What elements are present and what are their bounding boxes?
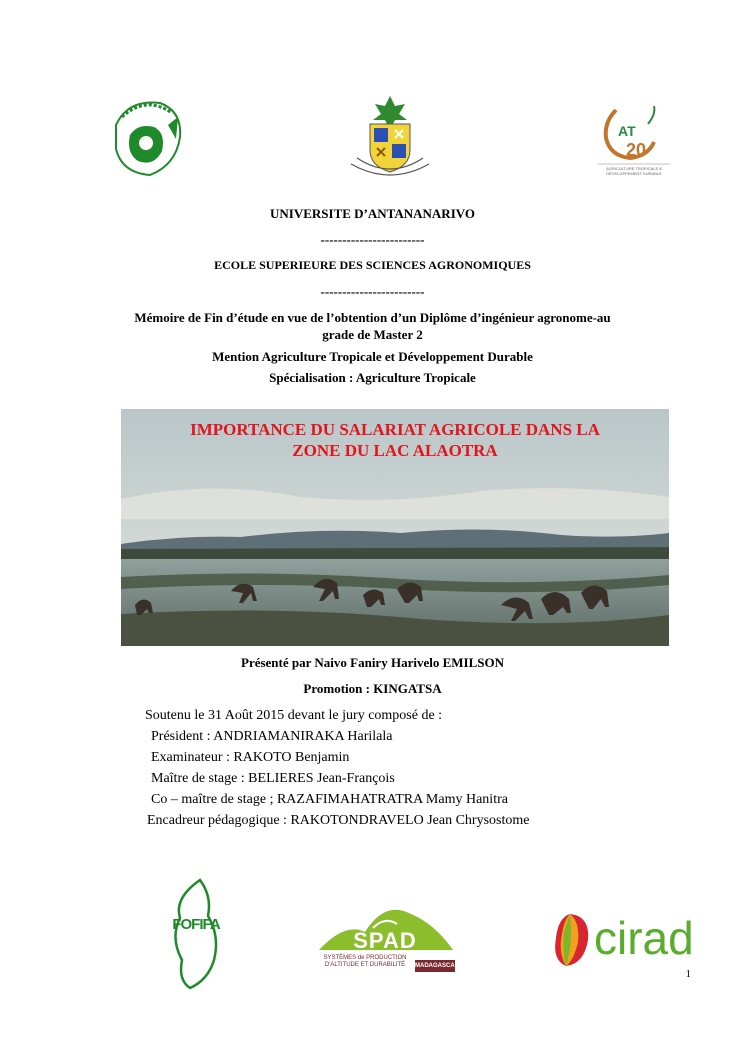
cover-title bbox=[121, 419, 669, 461]
at-logo-text: AT bbox=[618, 123, 636, 139]
spad-logo-caption: SYSTÈMES de PRODUCTION D'ALTITUDE ET DURABILITÉ bbox=[323, 955, 407, 968]
jury-intro: Soutenu le 31 Août 2015 devant le jury composé de : bbox=[145, 708, 443, 723]
thesis-line-1: Mémoire de Fin d’étude en vue de l’obtention d’un Diplôme d’ingénieur agronome-au bbox=[134, 310, 611, 325]
spad-logo-text: SPAD bbox=[353, 928, 417, 953]
jury-member: Encadreur pédagogique : RAKOTONDRAVELO Jean Chrysostome bbox=[147, 813, 530, 828]
jury-list bbox=[145, 705, 529, 831]
cover-photo bbox=[121, 409, 669, 646]
promotion: Promotion : KINGATSA bbox=[303, 681, 442, 696]
spad-logo bbox=[315, 900, 457, 978]
fofifa-logo bbox=[160, 876, 232, 992]
presented-by: Présenté par Naivo Faniry Harivelo EMILSON bbox=[241, 655, 504, 670]
thesis-line-2: grade de Master 2 bbox=[322, 327, 423, 342]
jury-member: Examinateur : RAKOTO Benjamin bbox=[151, 750, 350, 765]
jury-member: Président : ANDRIAMANIRAKA Harilala bbox=[151, 729, 393, 744]
jury-member: Co – maître de stage ; RAZAFIMAHATRATRA Mamy Hanitra bbox=[151, 792, 508, 807]
jury-member: Maître de stage : BELIERES Jean-François bbox=[151, 771, 395, 786]
at-20-logo bbox=[596, 102, 672, 182]
university-name: UNIVERSITE D’ANTANANARIVO bbox=[270, 206, 475, 221]
school-name: ECOLE SUPERIEURE DES SCIENCES AGRONOMIQUES bbox=[214, 258, 531, 272]
at-logo-caption: AGRICULTURE TROPICALE & DÉVELOPPEMENT DURABLE bbox=[606, 166, 662, 176]
mention: Mention Agriculture Tropicale et Développement Durable bbox=[212, 349, 533, 364]
page-number: 1 bbox=[685, 968, 691, 980]
separator: ------------------------ bbox=[320, 284, 425, 299]
at-logo-number: 20 bbox=[626, 140, 647, 160]
fofifa-logo-text: FOFIFA bbox=[172, 916, 220, 933]
cirad-leaf-icon bbox=[548, 908, 600, 972]
cirad-logo bbox=[548, 908, 698, 972]
cirad-logo-text: cirad bbox=[594, 912, 694, 964]
cover-title-line-1: IMPORTANCE DU SALARIAT AGRICOLE DANS LA bbox=[190, 420, 600, 439]
esag-logo bbox=[108, 95, 186, 179]
spad-logo-badge: MADAGASCAR bbox=[415, 963, 459, 969]
specialisation: Spécialisation : Agriculture Tropicale bbox=[269, 370, 476, 385]
separator: ------------------------ bbox=[320, 232, 425, 247]
cover-title-line-2: ZONE DU LAC ALAOTRA bbox=[292, 441, 498, 460]
university-crest bbox=[345, 94, 435, 184]
